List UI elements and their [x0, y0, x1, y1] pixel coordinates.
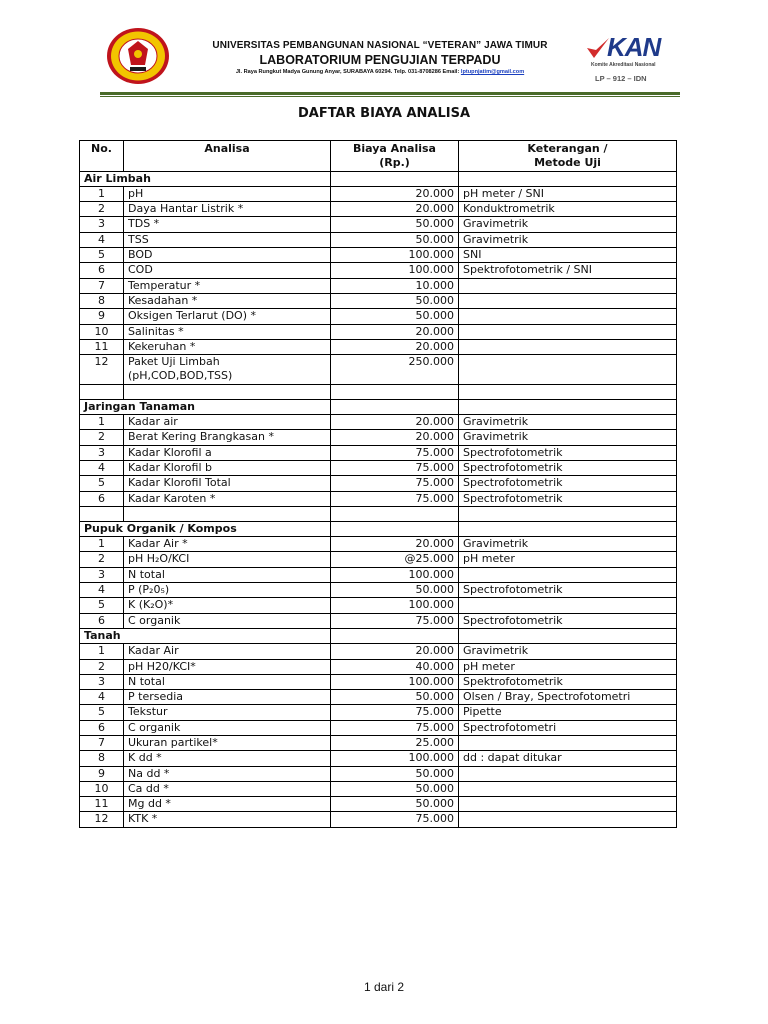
row-keterangan: Spektrofotometrik / SNI	[459, 263, 677, 278]
empty-cell	[331, 384, 459, 399]
analisa-text: Kadar Air	[128, 644, 179, 658]
row-keterangan: pH meter	[459, 552, 677, 567]
table-row	[80, 705, 677, 720]
table-header-row	[80, 141, 677, 172]
row-price: 20.000	[331, 537, 459, 552]
row-price: 50.000	[331, 797, 459, 812]
row-number: 4	[80, 583, 124, 598]
row-analisa	[124, 537, 331, 552]
row-price: 100.000	[331, 263, 459, 278]
row-keterangan	[459, 812, 677, 827]
row-price: 75.000	[331, 705, 459, 720]
row-number: 3	[80, 567, 124, 582]
empty-cell	[459, 628, 677, 643]
section-title: Jaringan Tanaman	[80, 399, 331, 414]
row-price: 50.000	[331, 293, 459, 308]
row-analisa	[124, 263, 331, 278]
empty-cell	[80, 506, 124, 521]
document-title: DAFTAR BIAYA ANALISA	[297, 106, 471, 121]
row-price: 40.000	[331, 659, 459, 674]
empty-cell	[459, 399, 677, 414]
row-keterangan	[459, 567, 677, 582]
analisa-text: Berat Kering Brangkasan *	[128, 430, 274, 444]
table-row	[80, 186, 677, 201]
empty-cell	[331, 399, 459, 414]
header-rule	[100, 92, 680, 95]
analisa-text: Kekeruhan *	[128, 339, 196, 353]
analisa-text: TDS *	[128, 217, 160, 231]
row-analisa	[124, 690, 331, 705]
table-row	[80, 567, 677, 582]
row-keterangan	[459, 324, 677, 339]
spacer-row	[80, 384, 677, 399]
row-analisa	[124, 644, 331, 659]
row-keterangan: Konduktrometrik	[459, 202, 677, 217]
analisa-text: Ca dd *	[128, 781, 169, 795]
empty-cell	[459, 521, 677, 536]
row-price: 50.000	[331, 232, 459, 247]
table-row	[80, 781, 677, 796]
empty-cell	[459, 506, 677, 521]
row-keterangan: Spectrofotometrik	[459, 476, 677, 491]
table-row	[80, 720, 677, 735]
analisa-text: Paket Uji Limbah	[128, 355, 220, 369]
row-keterangan: SNI	[459, 248, 677, 263]
row-analisa	[124, 567, 331, 582]
row-analisa	[124, 705, 331, 720]
row-keterangan: Gravimetrik	[459, 415, 677, 430]
row-number: 3	[80, 445, 124, 460]
row-price: 250.000	[331, 355, 459, 385]
row-analisa	[124, 445, 331, 460]
laboratory-name: LABORATORIUM PENGUJIAN TERPADU	[259, 53, 501, 67]
table-row	[80, 766, 677, 781]
table-row	[80, 797, 677, 812]
row-analisa	[124, 186, 331, 201]
table-row	[80, 598, 677, 613]
table-row	[80, 491, 677, 506]
row-number: 1	[80, 537, 124, 552]
table-row	[80, 217, 677, 232]
row-analisa	[124, 598, 331, 613]
row-price: 50.000	[331, 690, 459, 705]
section-title: Pupuk Organik / Kompos	[80, 521, 331, 536]
analisa-text: Tekstur	[128, 705, 168, 719]
row-keterangan	[459, 598, 677, 613]
analisa-text: Kadar Klorofil Total	[128, 476, 231, 490]
price-table	[79, 140, 677, 828]
analisa-text: Temperatur *	[128, 278, 201, 292]
row-price: 50.000	[331, 766, 459, 781]
row-number: 2	[80, 202, 124, 217]
empty-cell	[459, 171, 677, 186]
row-price: 25.000	[331, 735, 459, 750]
table-row	[80, 278, 677, 293]
row-keterangan: Gravimetrik	[459, 232, 677, 247]
kan-wordmark: KAN	[607, 32, 661, 62]
table-row	[80, 460, 677, 475]
row-number: 5	[80, 476, 124, 491]
analisa-text: Kadar Klorofil b	[128, 460, 212, 474]
section-title: Air Limbah	[80, 171, 331, 186]
row-analisa	[124, 217, 331, 232]
row-keterangan	[459, 766, 677, 781]
analisa-text: pH H₂O/KCI	[128, 552, 190, 566]
row-analisa	[124, 278, 331, 293]
section-header-row	[80, 628, 677, 643]
row-analisa	[124, 659, 331, 674]
row-price: 75.000	[331, 491, 459, 506]
row-number: 9	[80, 766, 124, 781]
row-price: @25.000	[331, 552, 459, 567]
analisa-text-line2: (pH,COD,BOD,TSS)	[128, 369, 233, 383]
table-row	[80, 613, 677, 628]
row-number: 12	[80, 355, 124, 385]
row-number: 10	[80, 324, 124, 339]
row-keterangan: dd : dapat ditukar	[459, 751, 677, 766]
row-analisa	[124, 355, 331, 385]
col-header-biaya: Biaya Analisa (Rp.)	[331, 141, 459, 172]
row-keterangan: Spectrofotometrik	[459, 583, 677, 598]
col-header-keterangan: Keterangan / Metode Uji	[459, 141, 677, 172]
row-number: 6	[80, 491, 124, 506]
table-row	[80, 415, 677, 430]
row-price: 20.000	[331, 202, 459, 217]
row-price: 100.000	[331, 674, 459, 689]
analisa-text: Ukuran partikel*	[128, 735, 218, 749]
table-row	[80, 445, 677, 460]
table-row	[80, 232, 677, 247]
analisa-text: Kadar Air *	[128, 537, 188, 551]
university-seal-icon	[106, 27, 170, 85]
row-number: 4	[80, 460, 124, 475]
row-price: 20.000	[331, 339, 459, 354]
analisa-text: Oksigen Terlarut (DO) *	[128, 309, 256, 323]
row-number: 2	[80, 659, 124, 674]
row-price: 75.000	[331, 812, 459, 827]
row-analisa	[124, 720, 331, 735]
analisa-text: pH	[128, 186, 144, 200]
row-analisa	[124, 613, 331, 628]
row-number: 11	[80, 797, 124, 812]
table-row	[80, 674, 677, 689]
row-number: 6	[80, 720, 124, 735]
table-row	[80, 751, 677, 766]
row-keterangan: Spektrofotometrik	[459, 674, 677, 689]
row-analisa	[124, 309, 331, 324]
row-analisa	[124, 202, 331, 217]
analisa-text: N total	[128, 567, 165, 581]
row-price: 75.000	[331, 476, 459, 491]
table-row	[80, 537, 677, 552]
row-number: 5	[80, 598, 124, 613]
table-row	[80, 690, 677, 705]
row-analisa	[124, 324, 331, 339]
analisa-text: TSS	[128, 232, 149, 246]
table-row	[80, 339, 677, 354]
row-analisa	[124, 812, 331, 827]
analisa-text: C organik	[128, 720, 181, 734]
table-row	[80, 552, 677, 567]
analisa-text: Salinitas *	[128, 324, 184, 338]
row-price: 20.000	[331, 430, 459, 445]
analisa-text: Kadar Karoten *	[128, 491, 216, 505]
kan-code: LP – 912 – IDN	[595, 74, 647, 83]
analisa-text: Mg dd *	[128, 797, 171, 811]
row-number: 5	[80, 248, 124, 263]
row-keterangan: Spectrofotometrik	[459, 613, 677, 628]
analisa-text: KTK *	[128, 812, 158, 826]
spacer-row	[80, 506, 677, 521]
empty-cell	[124, 506, 331, 521]
row-price: 50.000	[331, 781, 459, 796]
row-keterangan: Spectrofotometrik	[459, 491, 677, 506]
price-table-body	[80, 171, 677, 827]
empty-cell	[80, 384, 124, 399]
analisa-text: Kadar Klorofil a	[128, 445, 212, 459]
row-number: 12	[80, 812, 124, 827]
row-keterangan: Olsen / Bray, Spectrofotometri	[459, 690, 677, 705]
kan-logo	[585, 32, 685, 86]
row-price: 75.000	[331, 445, 459, 460]
row-price: 20.000	[331, 415, 459, 430]
row-keterangan: pH meter	[459, 659, 677, 674]
row-keterangan	[459, 797, 677, 812]
analisa-text: pH H20/KCI*	[128, 659, 196, 673]
empty-cell	[124, 384, 331, 399]
section-header-row	[80, 399, 677, 414]
row-price: 50.000	[331, 309, 459, 324]
row-number: 4	[80, 690, 124, 705]
row-keterangan: Pipette	[459, 705, 677, 720]
header-rule-thin	[100, 96, 680, 97]
analisa-text: C organik	[128, 613, 181, 627]
letterhead	[0, 0, 768, 100]
table-row	[80, 202, 677, 217]
row-number: 5	[80, 705, 124, 720]
col-header-no: No.	[80, 141, 124, 172]
analisa-text: K (K₂O)*	[128, 598, 174, 612]
row-number: 1	[80, 644, 124, 659]
section-title: Tanah	[80, 628, 331, 643]
table-row	[80, 583, 677, 598]
analisa-text: N total	[128, 674, 165, 688]
row-analisa	[124, 491, 331, 506]
analisa-text: P tersedia	[128, 690, 184, 704]
table-row	[80, 355, 677, 385]
row-keterangan: pH meter / SNI	[459, 186, 677, 201]
row-number: 7	[80, 735, 124, 750]
table-row	[80, 659, 677, 674]
row-keterangan	[459, 278, 677, 293]
row-analisa	[124, 339, 331, 354]
section-header-row	[80, 171, 677, 186]
row-analisa	[124, 415, 331, 430]
row-keterangan	[459, 355, 677, 385]
row-keterangan	[459, 735, 677, 750]
row-price: 50.000	[331, 583, 459, 598]
analisa-text: COD	[128, 263, 153, 277]
table-row	[80, 735, 677, 750]
row-analisa	[124, 781, 331, 796]
analisa-text: Kadar air	[128, 415, 178, 429]
col-header-analisa: Analisa	[124, 141, 331, 172]
row-analisa	[124, 751, 331, 766]
row-number: 9	[80, 309, 124, 324]
row-keterangan: Spectrofotometrik	[459, 460, 677, 475]
row-number: 1	[80, 186, 124, 201]
analisa-text: Kesadahan *	[128, 293, 198, 307]
row-analisa	[124, 293, 331, 308]
row-number: 1	[80, 415, 124, 430]
analisa-text: P (P₂0₅)	[128, 583, 170, 597]
row-keterangan	[459, 781, 677, 796]
row-analisa	[124, 460, 331, 475]
row-number: 8	[80, 293, 124, 308]
table-row	[80, 430, 677, 445]
row-number: 2	[80, 430, 124, 445]
table-row	[80, 248, 677, 263]
section-header-row	[80, 521, 677, 536]
table-row	[80, 293, 677, 308]
table-row	[80, 812, 677, 827]
row-number: 3	[80, 674, 124, 689]
row-keterangan	[459, 293, 677, 308]
row-keterangan: Spectrofotometri	[459, 720, 677, 735]
row-number: 8	[80, 751, 124, 766]
email-link[interactable]: lptupnjatim@gmail.com	[460, 69, 525, 75]
row-analisa	[124, 674, 331, 689]
row-price: 75.000	[331, 613, 459, 628]
empty-cell	[331, 506, 459, 521]
row-number: 7	[80, 278, 124, 293]
row-keterangan: Gravimetrik	[459, 537, 677, 552]
row-number: 10	[80, 781, 124, 796]
row-price: 100.000	[331, 567, 459, 582]
analisa-text: Daya Hantar Listrik *	[128, 202, 244, 216]
row-analisa	[124, 248, 331, 263]
row-analisa	[124, 766, 331, 781]
row-analisa	[124, 552, 331, 567]
row-analisa	[124, 583, 331, 598]
row-keterangan: Gravimetrik	[459, 217, 677, 232]
address-text: Jl. Raya Rungkut Madya Gunung Anyar, SURABAYA 60294. Telp. 031-8708286 Email:	[235, 69, 460, 75]
table-row	[80, 263, 677, 278]
empty-cell	[331, 628, 459, 643]
analisa-text: Na dd *	[128, 766, 170, 780]
row-analisa	[124, 430, 331, 445]
row-keterangan: Gravimetrik	[459, 430, 677, 445]
row-price: 10.000	[331, 278, 459, 293]
row-analisa	[124, 797, 331, 812]
kan-subtitle: Komite Akreditasi Nasional	[591, 62, 656, 68]
page-number: 1 dari 2	[363, 980, 405, 994]
row-price: 75.000	[331, 720, 459, 735]
row-price: 50.000	[331, 217, 459, 232]
row-number: 4	[80, 232, 124, 247]
row-number: 6	[80, 613, 124, 628]
row-price: 75.000	[331, 460, 459, 475]
row-analisa	[124, 735, 331, 750]
row-number: 11	[80, 339, 124, 354]
row-price: 20.000	[331, 186, 459, 201]
row-keterangan: Spectrofotometrik	[459, 445, 677, 460]
table-row	[80, 309, 677, 324]
row-number: 2	[80, 552, 124, 567]
row-price: 100.000	[331, 598, 459, 613]
university-name: UNIVERSITAS PEMBANGUNAN NASIONAL “VETERAN” JAWA TIMUR	[212, 40, 548, 51]
empty-cell	[331, 521, 459, 536]
row-keterangan	[459, 309, 677, 324]
analisa-text: K dd *	[128, 751, 162, 765]
row-price: 100.000	[331, 248, 459, 263]
empty-cell	[459, 384, 677, 399]
row-price: 20.000	[331, 324, 459, 339]
table-row	[80, 476, 677, 491]
row-keterangan: Gravimetrik	[459, 644, 677, 659]
row-number: 3	[80, 217, 124, 232]
table-row	[80, 644, 677, 659]
address-line	[180, 69, 580, 75]
row-price: 20.000	[331, 644, 459, 659]
row-number: 6	[80, 263, 124, 278]
row-price: 100.000	[331, 751, 459, 766]
analisa-text: BOD	[128, 248, 153, 262]
row-analisa	[124, 476, 331, 491]
row-keterangan	[459, 339, 677, 354]
table-row	[80, 324, 677, 339]
empty-cell	[331, 171, 459, 186]
row-analisa	[124, 232, 331, 247]
